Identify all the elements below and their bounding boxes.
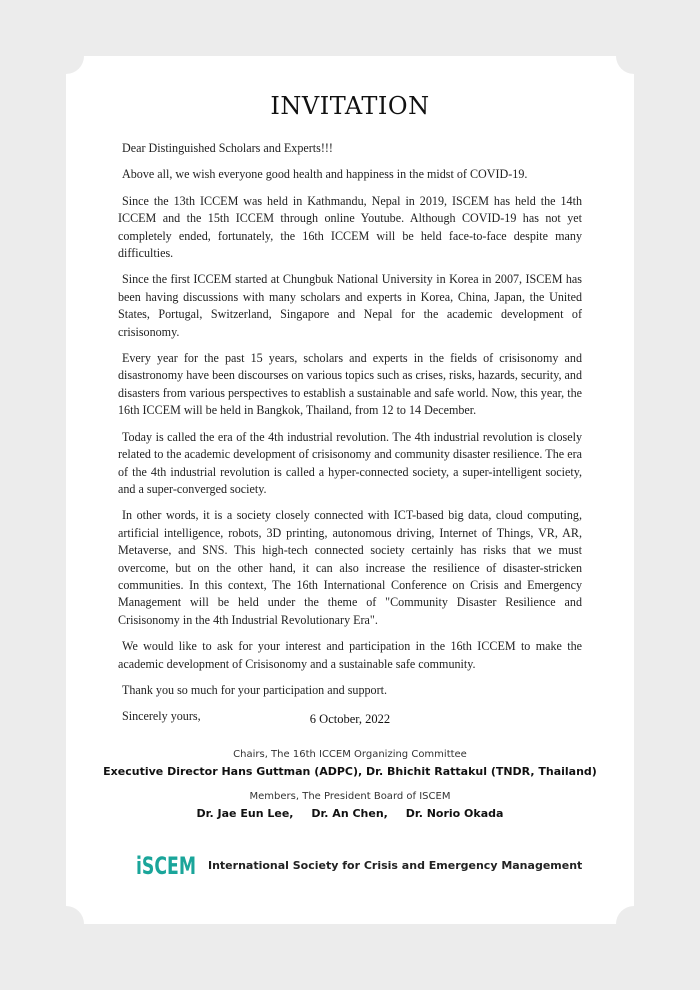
chairs-names: Executive Director Hans Guttman (ADPC), Dr. Bhichit Rattakul (TNDR, Thailand) <box>103 765 597 778</box>
salutation: Dear Distinguished Scholars and Experts!!! <box>122 141 333 155</box>
iscem-logo <box>136 852 198 878</box>
members-role: Members, The President Board of ISCEM <box>249 791 451 802</box>
chairs-role: Chairs, The 16th ICCEM Organizing Committee <box>233 749 467 760</box>
letter-paragraph: Since the 13th ICCEM was held in Kathmandu, Nepal in 2019, ISCEM has held the 14th ICCEM and the 15th ICCEM through online Youtube. Although COVID-19 has not yet completely ended, fortunately, the 16th ICCEM will be held face-to-face despite many difficulties. <box>118 193 582 261</box>
member-name: Dr. An Chen, <box>311 807 388 820</box>
letter-paragraph: Above all, we wish everyone good health and happiness in the midst of COVID-19. <box>122 167 528 182</box>
organization-footer <box>136 852 582 878</box>
card-corner-notch <box>616 906 652 942</box>
letter-paragraph: Since the first ICCEM started at Chungbuk National University in Korea in 2007, ISCEM has been having discussions with many scholars and experts in Korea, China, Japan, the United States, Portugal, Switzerland, Singapore and Nepal for the academic development of crisisonomy. <box>118 272 582 339</box>
card-corner-notch <box>616 38 652 74</box>
letter-paragraph: In other words, it is a society closely connected with ICT-based big data, cloud computing, artificial intelligence, robots, 3D printing, autonomous driving, Internet of Things, VR, AR, Metaverse, and SNS. This high-tech connected society certainly has risks that we must overcome, but on the other hand, it can also increase the resilience of disaster-stricken communities. In this context, The 16th International Conference on Crisis and Emergency Management will be held under the theme of "Community Disaster Resilience and Crisisonomy in the 4th Industrial Revolutionary Era". <box>118 508 582 627</box>
card-corner-notch <box>48 906 84 942</box>
letter-date: 6 October, 2022 <box>309 712 391 726</box>
iscem-logo-text: iSCEM <box>136 852 196 880</box>
closing: Sincerely yours, <box>122 709 201 724</box>
member-name: Dr. Norio Okada <box>405 807 504 820</box>
letter-paragraph: Thank you so much for your participation and support. <box>122 682 387 697</box>
invitation-card <box>66 56 634 924</box>
letter-paragraph: Every year for the past 15 years, scholars and experts in the fields of crisisonomy and disastronomy have been discourses on various topics such as crises, risks, hazards, security, and disasters from various perspectives to establish a sustainable and safe world. Now, this year, the 16th ICCEM will be held in Bangkok, Thailand, from 12 to 14 December. <box>118 351 582 418</box>
members-names <box>66 807 634 820</box>
page-title: INVITATION <box>270 92 430 120</box>
member-name: Dr. Jae Eun Lee, <box>196 807 294 820</box>
letter-paragraph: Today is called the era of the 4th industrial revolution. The 4th industrial revolution is closely related to the academic development of crisisonomy and community disaster resilience. The era of the 4th industrial revolution is called a hyper-connected society, a super-intelligent society, and a super-converged society. <box>118 429 582 496</box>
letter-paragraph: We would like to ask for your interest and participation in the 16th ICCEM to make the academic development of Crisisonomy and a sustainable safe community. <box>118 639 582 671</box>
organization-name: International Society for Crisis and Emergency Management <box>208 858 583 872</box>
letter-body <box>118 140 582 735</box>
card-corner-notch <box>48 38 84 74</box>
